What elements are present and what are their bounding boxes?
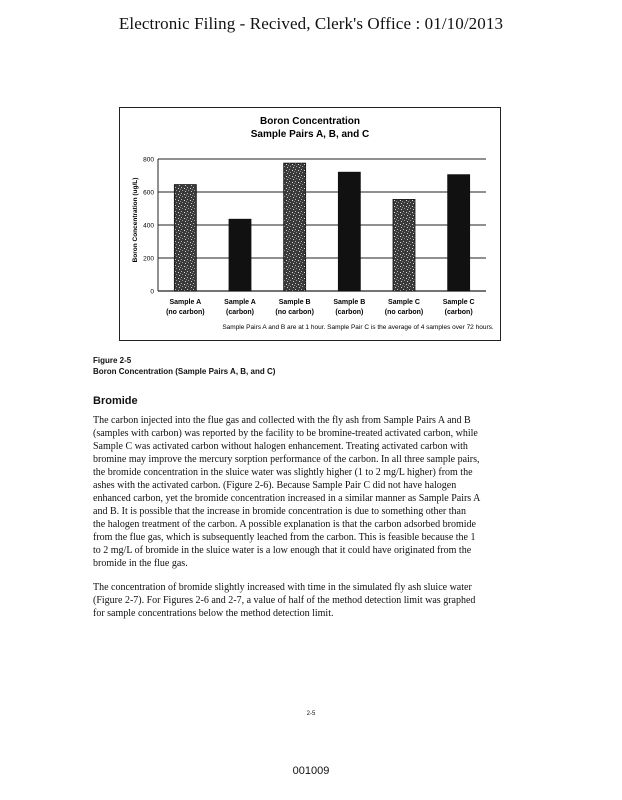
paragraph1-line: bromine may improve the mercury sorption performance of the carbon. In all three sample pairs, xyxy=(93,454,480,465)
x-category-sublabel: (carbon) xyxy=(335,309,364,316)
page-number: 2-5 xyxy=(306,711,316,717)
bar xyxy=(448,175,470,291)
paragraph1-line: ashes with the activated carbon. (Figure 2-6). Because Sample Pair C did not have halogen xyxy=(93,480,457,491)
y-axis-label: Boron Concentration (ug/L) xyxy=(132,177,139,263)
x-category-sublabel: (no carbon) xyxy=(384,309,424,316)
filing-header: Electronic Filing - Recived, Clerk's Office : 01/10/2013 xyxy=(118,14,504,33)
x-category-sublabel: (carbon) xyxy=(226,309,254,316)
bar xyxy=(174,185,196,291)
paragraph-bromide-carbon xyxy=(93,414,533,570)
bar xyxy=(338,172,360,291)
x-category-label: Sample A xyxy=(169,299,202,306)
x-category-label: Sample A xyxy=(224,299,256,306)
x-category-label: Sample B xyxy=(333,299,366,306)
paragraph1-line: and B. It is possible that the increase in bromide concentration is due to something other than xyxy=(93,506,466,517)
figure-label: Figure 2-5 xyxy=(93,356,132,365)
x-category-label: Sample C xyxy=(442,299,475,306)
paragraph-bromide-time xyxy=(93,581,533,620)
y-tick-label: 600 xyxy=(143,189,154,197)
figure-title: Boron Concentration (Sample Pairs A, B, and C) xyxy=(93,367,276,376)
y-tick-label: 400 xyxy=(143,222,154,230)
paragraph1-line: bromide in the flue gas. xyxy=(93,558,188,569)
paragraph2-line: The concentration of bromide slightly increased with time in the simulated fly ash sluice water xyxy=(93,582,472,593)
chart-canvas xyxy=(120,108,500,340)
paragraph2-line: (Figure 2-7). For Figures 2-6 and 2-7, a value of half of the method detection limit was graphed xyxy=(93,595,476,606)
bar xyxy=(284,163,306,291)
paragraph1-line: from the flue gas, which is subsequently leached from the carbon. This is feasible because the 1 xyxy=(93,532,476,543)
chart-note: Sample Pairs A and B are at 1 hour. Sample Pair C is the average of 4 samples over 72 hours. xyxy=(222,324,494,331)
paragraph1-line: the bromide concentration in the sluice water was slightly higher (1 to 2 mg/L higher) from the xyxy=(93,467,473,478)
chart-title-line2: Sample Pairs A, B, and C xyxy=(250,129,370,140)
paragraph1-line: (samples with carbon) was reported by the facility to be bromine-treated activated carbon, while xyxy=(93,428,478,439)
y-tick-label: 800 xyxy=(143,156,154,164)
bar xyxy=(229,219,251,291)
boron-chart xyxy=(119,107,501,341)
x-category-sublabel: (no carbon) xyxy=(166,309,205,316)
y-tick-label: 200 xyxy=(143,255,154,263)
bates-number: 001009 xyxy=(292,765,330,777)
paragraph1-line: the halogen treatment of the carbon. A possible explanation is that the carbon adsorbed bromide xyxy=(93,519,476,530)
chart-title-line1: Boron Concentration xyxy=(260,116,360,127)
paragraph2-line: for sample concentrations below the method detection limit. xyxy=(93,608,334,619)
figure-caption xyxy=(93,355,275,377)
bar xyxy=(393,199,415,291)
paragraph1-line: Sample C was activated carbon without halogen enhancement. Treating activated carbon with xyxy=(93,441,468,452)
x-category-sublabel: (no carbon) xyxy=(275,309,314,316)
x-category-label: Sample B xyxy=(278,299,311,306)
x-category-sublabel: (carbon) xyxy=(444,309,473,316)
paragraph1-line: The carbon injected into the flue gas and collected with the fly ash from Sample Pairs A and B xyxy=(93,415,471,426)
paragraph1-line: enhanced carbon, yet the bromide concentration increased in a similar manner as Sample Pairs A xyxy=(93,493,481,504)
x-category-label: Sample C xyxy=(388,299,420,306)
section-title: Bromide xyxy=(93,395,138,407)
paragraph1-line: to 2 mg/L of bromide in the sluice water is a low enough that it could have originated from the xyxy=(93,545,472,556)
y-tick-label: 0 xyxy=(150,288,154,296)
